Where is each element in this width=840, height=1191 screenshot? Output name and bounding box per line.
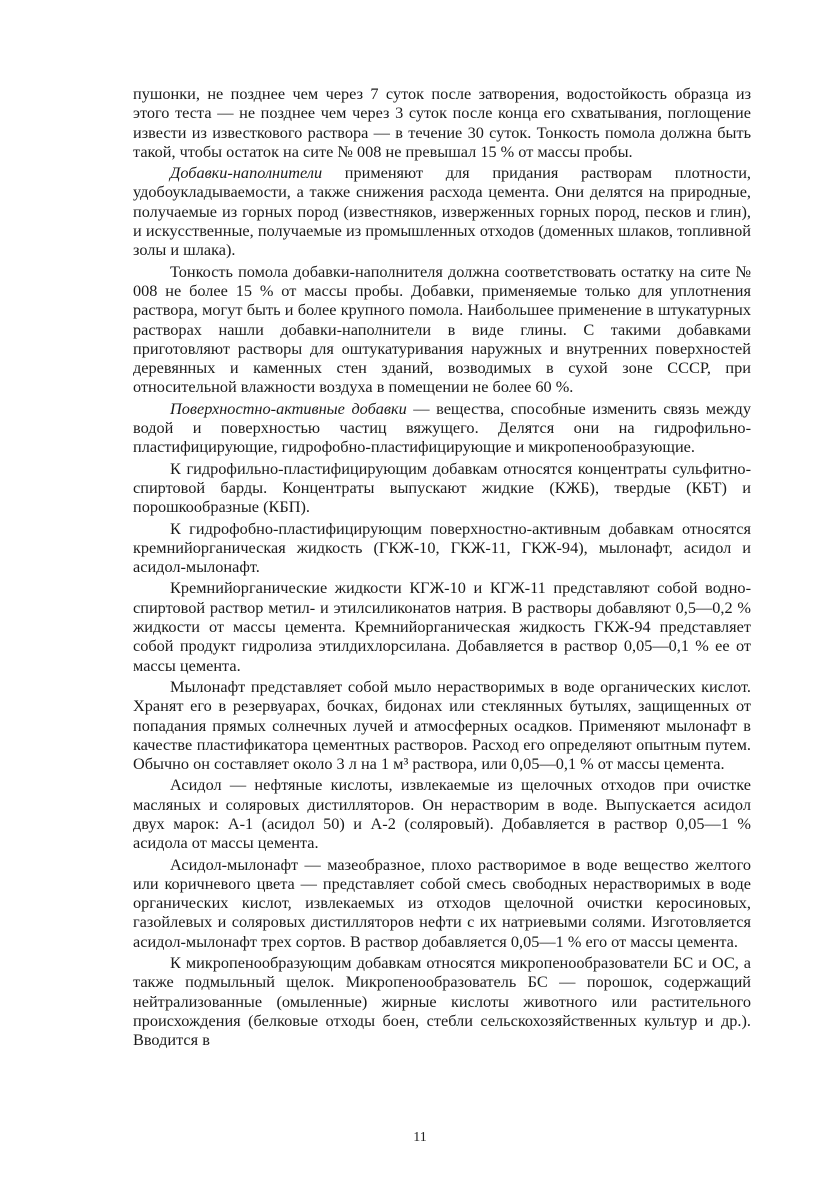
term-surfactants: Поверхностно-активные добавки xyxy=(170,398,407,418)
paragraph-10 xyxy=(133,855,751,951)
paragraph-7-text: Кремнийорганические жидкости КГЖ-10 и КГЖ-11 представляют собой водно-спиртовой раствор метил- и этилсиликонатов натрия. В растворы добавляют 0,5—0,2 % жидкости от массы цемента. Кремнийорганическая жидкость ГКЖ-94 представляет собой продукт гидролиза этилдихлорсилана. Добавляется в раствор 0,05—0,1 % ее от массы цемента. xyxy=(133,578,751,675)
paragraph-11 xyxy=(133,953,751,1049)
paragraph-1 xyxy=(133,84,751,161)
paragraph-5-text: К гидрофильно-пластифицирующим добавкам относятся концентраты сульфитно-спиртовой барды. Концентраты выпускают жидкие (КЖБ), твердые (КБТ) и порошкообразные (КБП). xyxy=(133,458,751,517)
paragraph-6 xyxy=(133,519,751,577)
paragraph-3-text: Тонкость помола добавки-наполнителя должна соответствовать остатку на сите № 008 не более 15 % от массы пробы. Добавки, применяемые только для уплотнения раствора, могут быть и более крупного помола. Наибольшее применение в штукатурных растворах нашли добавки-наполнители в виде глины. С такими добавками приготовляют растворы для оштукатуривания наружных и внутренних поверхностей деревянных и каменных стен зданий, возводимых в сухой зоне СССР, при относительной влажности воздуха в помещении не более 60 %. xyxy=(133,261,751,397)
paragraph-11-text: К микропенообразующим добавкам относятся микропенообразователи БС и ОС, а также подмыльный щелок. Микропенообразователь БС — порошок, содержащий нейтрализованные (омыленные) жирные кислоты животного или растительного происхождения (белковые отходы боен, стебли сельскохозяйственных культур и др.). Вводится в xyxy=(133,953,751,1050)
paragraph-4-text: — вещества, способные изменить связь между водой и поверхностью частиц вяжущего. Делятся они на гидрофильно-пластифицирующие, гидрофобно-пластифицирующие и микропенообразующие. xyxy=(133,398,751,457)
paragraph-2-text: применяют для придания растворам плотности, удобоукладываемости, а также снижения расхода цемента. Они делятся на природные, получаемые из горных пород (известняков, изверженных горных пород, песков и глин), и искусственные, получаемые из промышленных отходов (доменных шлаков, топливной золы и шлака). xyxy=(133,163,751,260)
paragraph-5 xyxy=(133,459,751,517)
paragraph-2 xyxy=(133,163,751,259)
paragraph-1-text: пушонки, не позднее чем через 7 суток после затворения, водостойкость образца из этого теста — не позднее чем через 3 суток после конца его схватывания, поглощение извести из известкового раствора — в течение 30 суток. Тонкость помола должна быть такой, чтобы остаток на сите № 008 не превышал 15 % от массы пробы. xyxy=(133,84,751,161)
paragraph-7 xyxy=(133,578,751,674)
term-fillers: Добавки-наполнители xyxy=(170,163,323,183)
paragraph-8 xyxy=(133,677,751,773)
paragraph-9-text: Асидол — нефтяные кислоты, извлекаемые из щелочных отходов при очистке масляных и соляровых дистилляторов. Он нерастворим в воде. Выпускается асидол двух марок: А-1 (асидол 50) и А-2 (соляровый). Добавляется в раствор 0,05—1 % асидола от массы цемента. xyxy=(133,775,751,853)
paragraph-3 xyxy=(133,262,751,397)
paragraph-9 xyxy=(133,775,751,852)
page-number: 11 xyxy=(413,1130,427,1145)
page-body xyxy=(133,82,751,1050)
paragraph-4 xyxy=(133,399,751,457)
paragraph-10-text: Асидол-мылонафт — мазеобразное, плохо растворимое в воде вещество желтого или коричневого цвета — представляет собой смесь свободных нерастворимых в воде органических кислот, извлекаемых из отходов щелочной очистки керосиновых, газойлевых и соляровых дистилляторов нефти с их натриевыми солями. Изготовляется асидол-мылонафт трех сортов. В раствор добавляется 0,05—1 % его от массы цемента. xyxy=(133,854,751,951)
paragraph-6-text: К гидрофобно-пластифицирующим поверхностно-активным добавкам относятся кремнийорганическая жидкость (ГКЖ-10, ГКЖ-11, ГКЖ-94), мылонафт, асидол и асидол-мылонафт. xyxy=(133,518,751,577)
paragraph-8-text: Мылонафт представляет собой мыло нерастворимых в воде органических кислот. Хранят его в резервуарах, бочках, бидонах или стеклянных бутылях, защищенных от попадания прямых солнечных лучей и атмосферных осадков. Применяют мылонафт в качестве пластификатора цементных растворов. Расход его определяют опытным путем. Обычно он составляет около 3 л на 1 м³ раствора, или 0,05—0,1 % от массы цемента. xyxy=(133,676,751,774)
